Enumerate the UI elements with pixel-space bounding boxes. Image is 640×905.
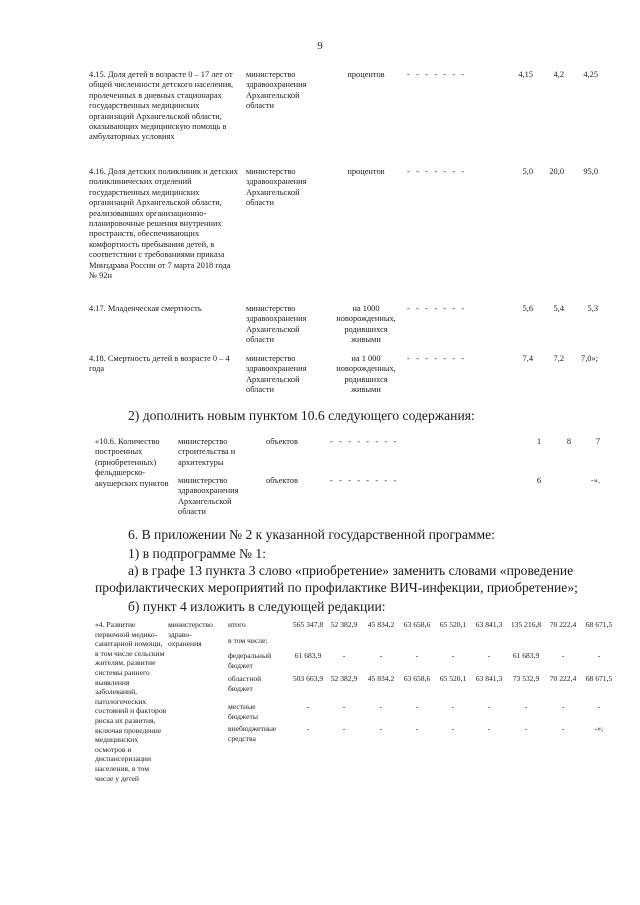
funding-value: - [524,702,528,711]
funding-value: - [561,724,565,733]
indicator-value-1: 5,0 [522,167,533,176]
funding-value: -»; [594,724,604,733]
funding-source: областной бюджет [228,674,262,693]
funding-value: - [415,702,419,711]
indicator-value-2: 7,2 [553,354,564,363]
funding-value: - [306,724,310,733]
page-number: 9 [317,40,323,52]
funding-value: - [561,702,565,711]
funding-value: 68 671,5 [585,620,613,629]
funding-value: 63 658,6 [403,620,431,629]
indicator-responsible: министерство здравоохранения Архангельской области [246,167,307,208]
item-10-6-value-3: 7 [595,437,600,446]
funding-value: 63 841,3 [475,674,503,683]
funding-value: 45 834,2 [367,674,395,683]
funding-value: - [451,702,455,711]
item-4-name: «4. Развитие первичной медико-санитарной помощи, в том числе сельским жителям, развитие системы раннего выявления заболеваний, патологических состояний и факторов риска их развития, включая проведение медицинских осмотров и диспансеризации населения, в том числе у детей [95,620,167,783]
indicator-name: 4.16. Доля детских поликлиник и детских поликлинических отделений государственных медицинских организаций Архангельской области, реализовавших организационно-планировочные решения внутренних пространств, обеспечивающих комфортность пребывания детей, в соответствии с требованиями приказа Минздрава России от 7 марта 2018 года № 92н [89,167,238,281]
paragraph-6: 6. В приложении № 2 к указанной государственной программе: [128,527,495,542]
funding-value: - [379,724,383,733]
funding-value: - [524,724,528,733]
funding-value: 135 216,8 [510,620,542,629]
item-10-6-responsible: министерство здравоохранения Архангельской области [178,476,239,517]
paragraph-6-b: б) пункт 4 изложить в следующей редакции: [128,599,386,614]
funding-value: 70 222,4 [549,620,577,629]
indicator-unit: процентов [347,167,385,176]
funding-value: 61 683,9 [294,651,322,660]
funding-value: - [415,724,419,733]
paragraph-2: 2) дополнить новым пунктом 10.6 следующего содержания: [128,408,475,423]
indicator-empty-years: - - - - - - - [407,167,465,176]
funding-value: 70 222,4 [549,674,577,683]
indicator-value-1: 4,15 [518,70,533,79]
funding-source: в том числе: [228,636,268,645]
funding-value: 52 382,9 [330,620,358,629]
funding-source: внебюджетные средства [228,724,277,743]
funding-value: 63 658,6 [403,674,431,683]
item-10-6-responsible: министерство строительства и архитектуры [178,437,236,467]
indicator-unit: процентов [347,70,385,79]
funding-value: 61 683,9 [512,651,540,660]
paragraph-6-a: а) в графе 13 пункта 3 слово «приобретение» заменить словами «проведение профилактических мероприятий по профилактике ВИЧ-инфекции, приобретение»; [95,563,578,595]
funding-value: 45 834,2 [367,620,395,629]
item-10-6-value-1: 1 [536,437,541,446]
indicator-value-2: 4,2 [553,70,564,79]
item-10-6-empty-years: - - - - - - - - [330,476,397,485]
indicator-value-2: 5,4 [553,304,564,313]
funding-source: федеральный бюджет [228,651,272,670]
item-10-6-unit: объектов [266,476,298,485]
funding-value: - [561,651,565,660]
funding-value: - [379,651,383,660]
indicator-unit: на 1000 новорожденных, родившихся живыми [336,304,396,345]
indicator-value-3: 4,25 [583,70,598,79]
indicator-responsible: министерство здравоохранения Архангельской области [246,304,307,345]
indicator-empty-years: - - - - - - - [407,354,465,363]
funding-value: - [487,702,491,711]
paragraph-6-1: 1) в подпрограмме № 1: [128,546,266,561]
indicator-responsible: министерство здравоохранения Архангельской области [246,354,307,395]
indicator-value-1: 5,6 [522,304,533,313]
item-10-6-value-1: 6 [536,476,541,485]
funding-value: 68 671,5 [585,674,613,683]
funding-value: 73 532,9 [512,674,540,683]
funding-value: 565 347,8 [292,620,324,629]
item-4-responsible: министерство здраво-охранения [168,620,213,649]
funding-source: итого [228,620,246,629]
funding-value: - [487,651,491,660]
funding-value: - [415,651,419,660]
indicator-name: 4.18. Смертность детей в возрасте 0 – 4 года [89,354,230,374]
funding-source: местные бюджеты [228,702,258,721]
funding-value: - [306,702,310,711]
indicator-unit: на 1 000 новорожденных, родившихся живыми [336,354,396,395]
funding-value: - [451,651,455,660]
indicator-value-3: 95,0 [583,167,598,176]
funding-value: - [597,651,601,660]
funding-value: - [342,724,346,733]
item-10-6-empty-years: - - - - - - - - [330,437,397,446]
funding-value: - [342,651,346,660]
item-10-6-value-2: 8 [566,437,571,446]
indicator-value-3: 7,0»; [581,354,598,363]
indicator-name: 4.15. Доля детей в возрасте 0 – 17 лет от общей численности детского населения, пролеченных в дневных стационарах государственных медицинских организаций Архангельской области, оказывающих медицинскую помощь в амбулаторных условиях [89,70,234,142]
item-10-6-value-3: -». [590,476,600,485]
indicator-value-1: 7,4 [522,354,533,363]
funding-value: - [379,702,383,711]
funding-value: - [597,702,601,711]
indicator-empty-years: - - - - - - - [407,304,465,313]
funding-value: - [487,724,491,733]
indicator-value-2: 20,0 [549,167,564,176]
indicator-name: 4.17. Младенческая смертность [89,304,202,313]
funding-value: - [451,724,455,733]
item-10-6-unit: объектов [266,437,298,446]
funding-value: 65 520,1 [439,674,467,683]
funding-value: 52 382,9 [330,674,358,683]
indicator-empty-years: - - - - - - - [407,70,465,79]
funding-value: - [342,702,346,711]
funding-value: 63 841,3 [475,620,503,629]
item-10-6-name: «10.6. Количество построенных (приобретенных) фельдшерско-акушерских пунктов [95,437,169,488]
indicator-value-3: 5,3 [587,304,598,313]
funding-value: 65 520,1 [439,620,467,629]
indicator-responsible: министерство здравоохранения Архангельской области [246,70,307,111]
funding-value: 503 663,9 [292,674,324,683]
